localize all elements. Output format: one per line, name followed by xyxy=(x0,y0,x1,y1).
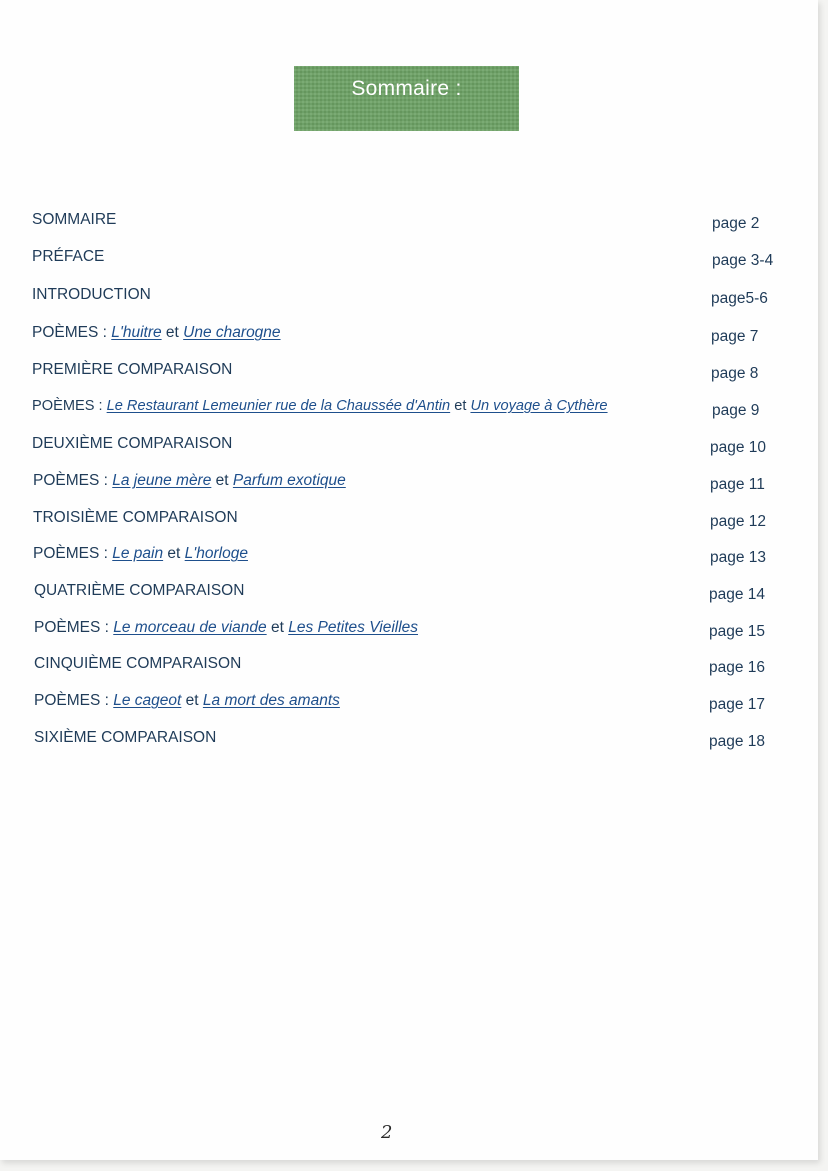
toc-entry-label: PREMIÈRE COMPARAISON xyxy=(32,361,233,378)
toc-entry-label: QUATRIÈME COMPARAISON xyxy=(34,582,245,599)
toc-entry-poems xyxy=(0,398,818,422)
toc-entry-page: page 2 xyxy=(712,215,760,232)
poems-joiner: et xyxy=(215,472,229,489)
poems-joiner: et xyxy=(454,398,467,414)
toc-entry-page: page 15 xyxy=(709,623,766,640)
poems-prefix: POÈMES : xyxy=(32,398,103,414)
toc-entry-page: page 9 xyxy=(712,402,760,419)
poem-title-link[interactable]: Le Restaurant Lemeunier rue de la Chaussée d'Antin xyxy=(106,398,451,414)
poem-title-link[interactable]: L'horloge xyxy=(184,545,248,562)
poem-title-link[interactable]: L'huitre xyxy=(111,324,162,341)
toc-entry-label xyxy=(34,692,340,710)
toc-entry-page: page 13 xyxy=(710,549,767,566)
poems-joiner: et xyxy=(167,545,181,562)
toc-entry-comparison xyxy=(0,655,818,679)
toc-entry-page: page 14 xyxy=(709,586,766,603)
poems-prefix: POÈMES : xyxy=(33,472,108,489)
toc-entry-sommaire xyxy=(0,211,818,235)
toc-entry-label: SOMMAIRE xyxy=(32,211,117,228)
toc-entry-preface xyxy=(0,248,818,272)
toc-entry-label: PRÉFACE xyxy=(32,248,105,265)
toc-entry-label xyxy=(33,472,346,490)
toc-entry-label xyxy=(32,324,281,342)
toc-entry-label: TROISIÈME COMPARAISON xyxy=(33,509,238,526)
page-title: Sommaire : xyxy=(351,77,462,100)
poems-prefix: POÈMES : xyxy=(34,619,109,636)
poem-title-link[interactable]: Une charogne xyxy=(183,324,281,341)
toc-entry-label xyxy=(33,545,248,563)
toc-entry-page: page 11 xyxy=(710,476,765,493)
toc-entry-poems xyxy=(0,619,818,643)
toc-entry-poems xyxy=(0,545,818,569)
toc-entry-page: page 3-4 xyxy=(712,252,774,269)
toc-entry-page: page 12 xyxy=(710,513,767,530)
poems-prefix: POÈMES : xyxy=(34,692,109,709)
toc-entry-label xyxy=(32,398,608,414)
poems-joiner: et xyxy=(165,324,179,341)
toc-entry-label: INTRODUCTION xyxy=(32,286,151,303)
toc-entry-comparison xyxy=(0,729,818,753)
toc-entry-label: CINQUIÈME COMPARAISON xyxy=(34,655,242,672)
toc-entry-label: SIXIÈME COMPARAISON xyxy=(34,729,217,746)
toc-entry-page: page 10 xyxy=(710,439,767,456)
toc-entry-comparison xyxy=(0,582,818,606)
poem-title-link[interactable]: Le pain xyxy=(112,545,164,562)
title-banner xyxy=(294,66,519,131)
toc-entry-poems xyxy=(0,692,818,716)
toc-entry-introduction xyxy=(0,286,818,310)
toc-entry-poems xyxy=(0,472,818,496)
poem-title-link[interactable]: Les Petites Vieilles xyxy=(288,619,419,636)
toc-entry-comparison xyxy=(0,361,818,385)
toc-entry-poems xyxy=(0,324,818,348)
toc-entry-page: page 8 xyxy=(711,365,759,382)
toc-entry-page: page 16 xyxy=(709,659,766,676)
poems-prefix: POÈMES : xyxy=(32,324,107,341)
poem-title-link[interactable]: Le morceau de viande xyxy=(113,619,267,636)
poem-title-link[interactable]: Parfum exotique xyxy=(232,472,346,489)
toc-entry-page: page5-6 xyxy=(711,290,768,307)
toc-entry-page: page 7 xyxy=(711,328,759,345)
toc-entry-label: DEUXIÈME COMPARAISON xyxy=(32,435,233,452)
poem-title-link[interactable]: Un voyage à Cythère xyxy=(470,398,608,414)
poems-prefix: POÈMES : xyxy=(33,545,108,562)
toc-entry-label xyxy=(34,619,418,637)
poem-title-link[interactable]: Le cageot xyxy=(113,692,182,709)
poems-joiner: et xyxy=(185,692,199,709)
toc-entry-comparison xyxy=(0,435,818,459)
poems-joiner: et xyxy=(270,619,284,636)
toc-entry-comparison xyxy=(0,509,818,533)
poem-title-link[interactable]: La mort des amants xyxy=(202,692,340,709)
poem-title-link[interactable]: La jeune mère xyxy=(112,472,212,489)
toc-entry-page: page 17 xyxy=(709,696,766,713)
toc-entry-page: page 18 xyxy=(709,733,766,750)
page-number: 2 xyxy=(381,1122,393,1143)
